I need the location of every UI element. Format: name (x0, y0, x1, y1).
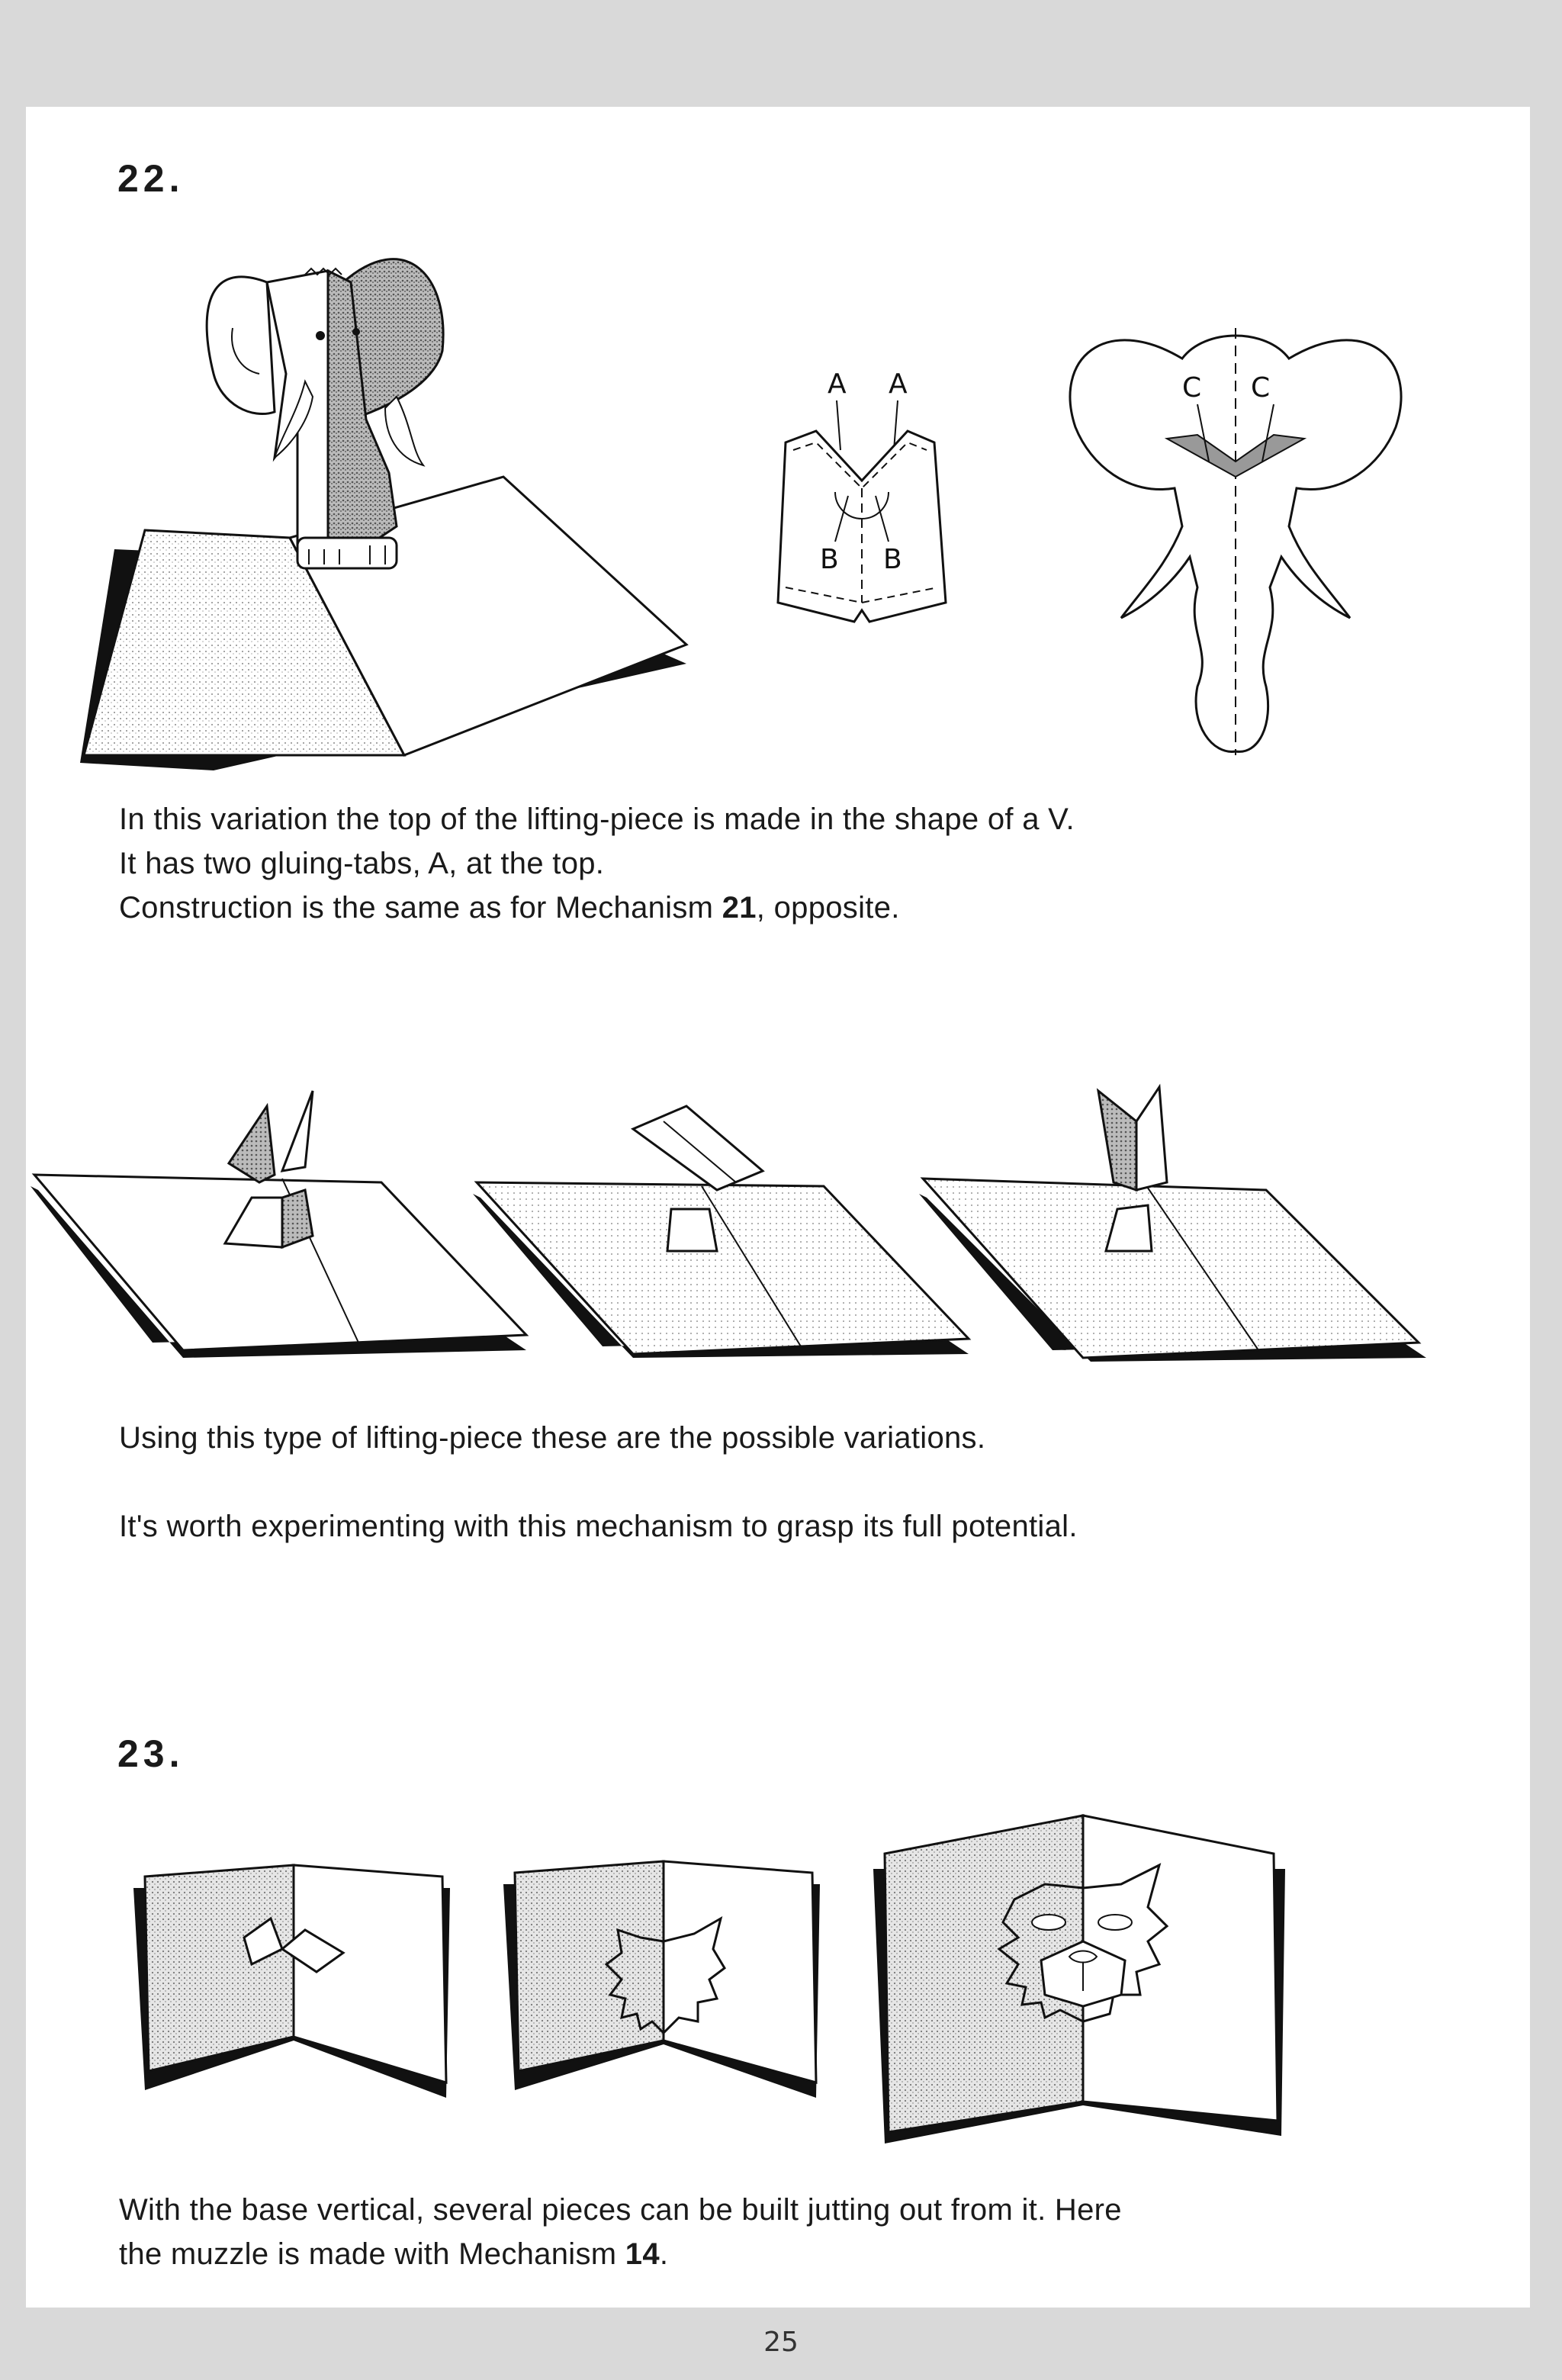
variation-card-2 (473, 1106, 969, 1358)
section-number-22: 22. (117, 157, 185, 200)
section-22-line-3-post: , opposite. (756, 891, 900, 925)
fold-c-left-label: C (1182, 372, 1202, 404)
section-number-23: 23. (117, 1732, 185, 1775)
section-23-line-1: With the base vertical, several pieces can be built jutting out from it. Here (119, 2193, 1122, 2227)
variation-card-1 (31, 1091, 526, 1358)
lifting-piece-template-diagram (763, 359, 961, 648)
section-22-line-1: In this variation the top of the lifting-piece is made in the shape of a V. (119, 802, 1075, 836)
section-22-paragraph-1 (119, 797, 1075, 930)
mechanism-21-ref: 21 (722, 891, 757, 925)
section-23-line-2-post: . (659, 2237, 669, 2271)
vertical-base-popup-illustration (130, 1800, 1297, 2151)
section-22-paragraph-2: Using this type of lifting-piece these are the possible variations. (119, 1421, 986, 1455)
section-22-line-2: It has two gluing-tabs, A, at the top. (119, 847, 605, 880)
vertical-card-2 (503, 1861, 820, 2098)
section-23-line-2-pre: the muzzle is made with Mechanism (119, 2237, 625, 2271)
section-22-paragraph-3: It's worth experimenting with this mechanism to grasp its full potential. (119, 1510, 1078, 1543)
tab-a-right-label: A (889, 368, 908, 400)
page-number: 25 (763, 2327, 799, 2358)
mechanism-14-ref: 14 (625, 2237, 660, 2271)
elephant-popup-illustration (76, 229, 702, 778)
elephant-cutout-diagram (1060, 313, 1411, 763)
vertical-card-3 (873, 1816, 1285, 2144)
fold-c-right-label: C (1251, 372, 1271, 404)
lifting-piece-variations-illustration (31, 1076, 1434, 1381)
fold-b-left-label: B (820, 544, 839, 575)
vertical-card-1 (133, 1865, 450, 2098)
tab-a-left-label: A (828, 368, 847, 400)
variation-card-3 (919, 1087, 1426, 1362)
fold-b-right-label: B (883, 544, 902, 575)
section-22-line-3-pre: Construction is the same as for Mechanism (119, 891, 722, 925)
section-23-paragraph-1 (119, 2188, 1122, 2276)
